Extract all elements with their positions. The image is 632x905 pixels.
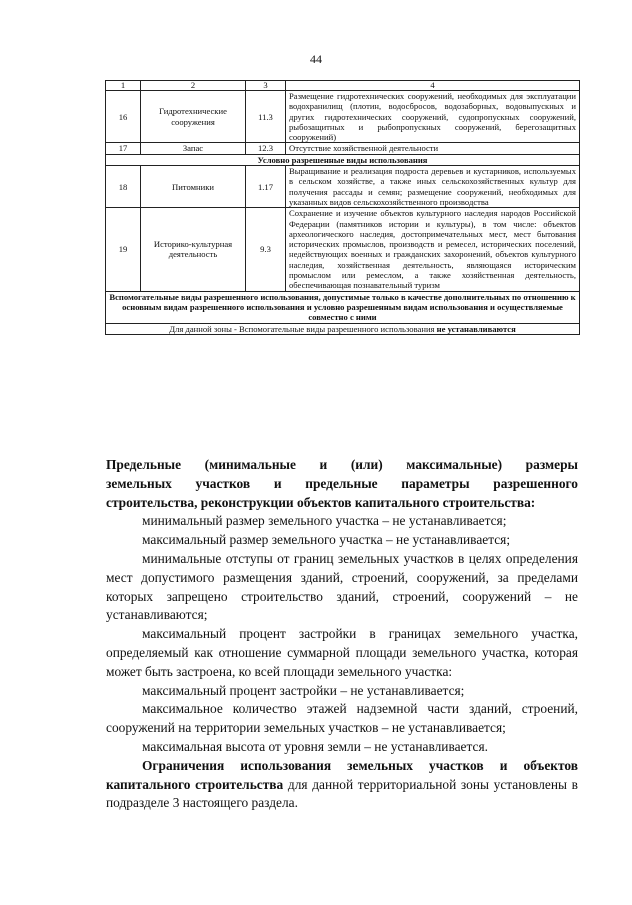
table-row <box>106 143 580 154</box>
land-use-table <box>105 80 580 335</box>
auxiliary-uses-note <box>106 323 580 334</box>
row-number: 16 <box>106 91 141 143</box>
paragraph-height: максимальная высота от уровня земли – не устанавливается. <box>142 738 488 754</box>
use-type-name: Запас <box>141 143 246 154</box>
use-type-name: Историко-культурная деятельность <box>141 208 246 291</box>
header-cell-4: 4 <box>286 81 580 91</box>
use-type-name: Гидротехнические сооружения <box>141 91 246 143</box>
paragraph-coverage: максимальный процент застройки в границах земельного участка, определяемый как отношение суммарной площади земельного участка, которая может быть застроена, ко всей площади земельного участка: <box>106 626 578 679</box>
paragraph-restrictions <box>106 757 578 813</box>
use-type-description: Сохранение и изучение объектов культурного наследия народов Российской Федерации (памятников истории и культуры), в том числе: объектов археологического наследия, достопримечательных мест, мест бытования исторических промыслов, производств и ремесел, исторических поселений, недействующих военных и гражданских захоронений, объектов культурного наследия, хозяйственная деятельность, являющаяся историческим промыслом или ремеслом, а также хозяйственная деятельность, обеспечивающая познавательный туризм <box>286 208 580 291</box>
table-row <box>106 323 580 334</box>
paragraph-min-size: минимальный размер земельного участка – не устанавливается; <box>142 513 507 529</box>
restrictions-text: для данной территориальной зоны установлены в подразделе 3 настоящего раздела. <box>106 776 579 811</box>
restrictions-emphasis: Ограничения использования земельных участков и объектов капитального строительства <box>106 757 578 792</box>
use-type-description: Выращивание и реализация подроста деревьев и кустарников, используемых в сельском хозяйстве, а также иных сельскохозяйственных культур для получения рассады и семян; размещение сооружений, необходимых для указанных видов сельскохозяйственного производства <box>286 166 580 208</box>
auxiliary-note-emphasis: не устанавливаются <box>436 323 516 334</box>
body-text <box>106 456 578 813</box>
section-header-row <box>106 291 580 323</box>
section-header-row <box>106 154 580 165</box>
header-cell-1: 1 <box>106 81 141 91</box>
paragraph-floors: максимальное количество этажей надземной части зданий, строений, сооружений на территории земельных участков – не устанавливается; <box>106 701 578 736</box>
conditional-uses-heading: Условно разрешенные виды использования <box>106 154 580 165</box>
page-number: 44 <box>310 52 322 66</box>
use-type-code: 11.3 <box>246 91 286 143</box>
row-number: 19 <box>106 208 141 291</box>
table-row <box>106 166 580 208</box>
auxiliary-uses-heading: Вспомогательные виды разрешенного использования, допустимые только в качестве дополнительных по отношению к основным видам разрешенного использования и условно разрешенным видам использования и осуществляемые совместно с ними <box>106 291 580 323</box>
row-number: 18 <box>106 166 141 208</box>
table-row <box>106 208 580 291</box>
header-cell-2: 2 <box>141 81 246 91</box>
section-heading-line-2: земельных участков и предельные параметры разрешенного <box>106 475 578 491</box>
table-header-row <box>106 81 580 91</box>
paragraph-max-coverage: максимальный процент застройки – не устанавливается; <box>142 682 465 698</box>
auxiliary-note-text: Для данной зоны - Вспомогательные виды разрешенного использования <box>169 323 437 334</box>
use-type-code: 9.3 <box>246 208 286 291</box>
use-type-code: 1.17 <box>246 166 286 208</box>
table-row <box>106 91 580 143</box>
row-number: 17 <box>106 143 141 154</box>
use-type-description: Размещение гидротехнических сооружений, необходимых для эксплуатации водохранилищ (плотин, водосбросов, водозаборных, водовыпускных и других гидротехнических сооружений, судопропускных сооружений, рыбозащитных и рыбопропускных сооружений, берегозащитных сооружений) <box>286 91 580 143</box>
section-heading-line-1: Предельные (минимальные и (или) максимальные) размеры <box>106 457 578 472</box>
use-type-code: 12.3 <box>246 143 286 154</box>
paragraph-max-size: максимальный размер земельного участка – не устанавливается; <box>142 532 511 548</box>
section-heading-line-3: строительства, реконструкции объектов капитального строительства: <box>106 494 536 510</box>
use-type-name: Питомники <box>141 166 246 208</box>
paragraph-setbacks: минимальные отступы от границ земельных участков в целях определения мест допустимого размещения зданий, строений, сооружений, за пределами которых запрещено строительство зданий, строений, сооружений – не устанавливаются; <box>106 550 578 623</box>
header-cell-3: 3 <box>246 81 286 91</box>
use-type-description: Отсутствие хозяйственной деятельности <box>286 143 580 154</box>
